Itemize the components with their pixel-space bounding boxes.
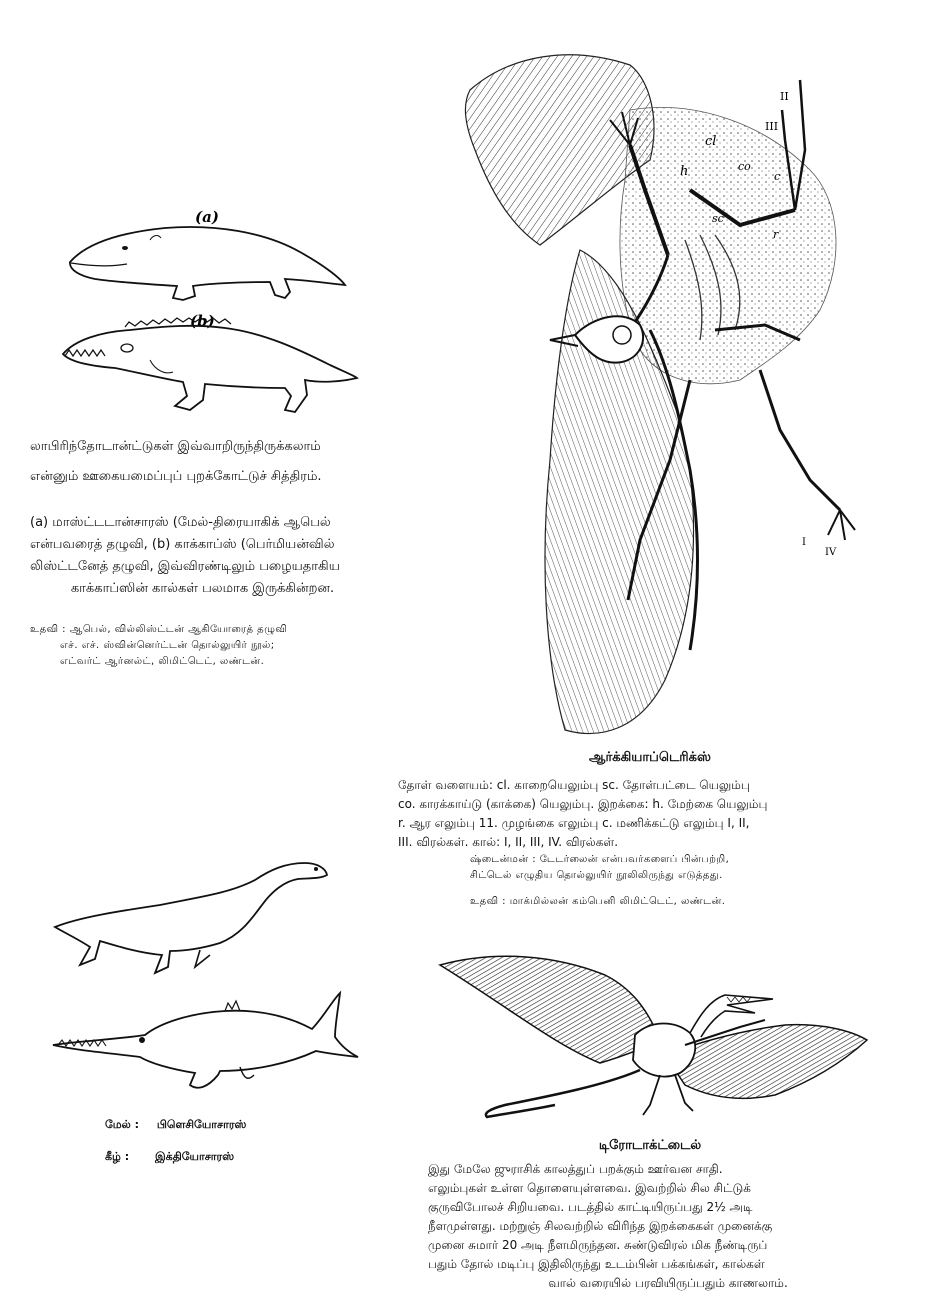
archaeopteryx-title: ஆர்க்கியாப்டெரிக்ஸ் xyxy=(589,750,711,765)
archaeopteryx-desc-line4: III. விரல்கள். கால்: I, II, III, IV. விரல்கள். xyxy=(398,835,619,849)
label-iii: III xyxy=(765,120,779,133)
label-co: co xyxy=(738,160,751,173)
labyrinthodont-caption xyxy=(30,436,375,488)
pterodactyl-figure xyxy=(435,945,870,1125)
plesiosaurus-drawing xyxy=(50,855,335,980)
ichthyosaurus-figure xyxy=(50,985,360,1095)
marine-caption-lower xyxy=(105,1150,365,1165)
archaeopteryx-desc-line3: r. ஆர எலும்பு 11. முழங்கை எலும்பு c. மணிக்கட்டு எலும்பு I, II, xyxy=(398,816,750,830)
archaeopteryx-desc-line2: co. காரக்காய்டு (காக்கை) யெலும்பு. இறக்கை: h. மேற்கை யெலும்பு xyxy=(398,797,768,811)
pterodactyl-desc-line5: முனை சுமார் 20 அடி நீளமிருந்தன. சுண்டுவிரல் மிக நீண்டிருப் xyxy=(428,1238,768,1252)
label-sc: sc xyxy=(712,212,724,225)
label-b: (b) xyxy=(190,312,215,330)
labyrinthodont-desc-line1: (a) மாஸ்ட்டடான்சாரஸ் (மேல்-திரையாகிக் ஆபெல் xyxy=(30,515,331,530)
pterodactyl-title: டிரோடாக்ட்டைல் xyxy=(598,1138,702,1153)
label-iv: IV xyxy=(825,547,837,558)
archaeopteryx-drawing xyxy=(400,40,895,740)
plesiosaurus-figure xyxy=(50,855,335,980)
label-ii: II xyxy=(780,90,789,103)
archaeopteryx-credit-line1: ஷ்டைன்மன் : டேடர்லைன் என்பவர்களைப் பின்பற்றி, xyxy=(470,854,730,865)
labyrinthodont-drawing xyxy=(55,200,360,430)
label-a: (a) xyxy=(195,208,219,226)
pterodactyl-desc-line2: எலும்புகள் உள்ள தொளையுள்ளவை. இவற்றில் சில சிட்டுக் xyxy=(428,1181,751,1195)
labyrinthodont-caption-line1: லாபிரிந்தோடான்ட்டுகள் இவ்வாறிருந்திருக்கலாம் xyxy=(30,439,321,454)
labyrinthodont-credit-line2: எச். எச். ஸ்வின்னெர்ட்டன் தொல்லுயிர் நூல்; xyxy=(60,640,275,651)
marine-lower-name: இக்தியோசாரஸ் xyxy=(154,1150,235,1163)
ichthyosaurus-drawing xyxy=(50,985,360,1095)
label-cl: cl xyxy=(705,134,717,149)
pterodactyl-desc-line1: இது மேலே ஜுராசிக் காலத்துப் பறக்கும் ஊர்வன சாதி. xyxy=(428,1162,723,1176)
marine-upper-prefix: மேல் : xyxy=(105,1118,140,1131)
archaeopteryx-desc-line1: தோள் வளையம்: cl. காறையெலும்பு sc. தோள்பட்டை யெலும்பு xyxy=(398,778,750,792)
marine-upper-name: பிளெசியோசாரஸ் xyxy=(156,1118,247,1131)
pterodactyl-drawing xyxy=(435,945,870,1125)
pterodactyl-desc-line3: குருவிபோலச் சிறியவை. படத்தில் காட்டியிருப்பது 2½ அடி xyxy=(428,1200,753,1214)
label-r: r xyxy=(773,228,779,241)
labyrinthodont-credit-line1: உதவி : ஆபெல், வில்லிஸ்ட்டன் ஆகியோரைத் தழுவி xyxy=(30,624,288,635)
archaeopteryx-figure xyxy=(400,40,895,740)
labyrinthodont-desc-line3: லிஸ்ட்டனேத் தழுவி, இவ்விரண்டிலும் பழையதாகிய xyxy=(30,559,340,574)
archaeopteryx-credit-line3: உதவி : மாக்மில்லன் கம்பெனி லிமிட்டெட், லண்டன். xyxy=(470,896,726,907)
labyrinthodont-credit xyxy=(30,622,380,670)
labyrinthodont-desc-line4: காக்காப்ஸின் கால்கள் பலமாக இருக்கின்றன. xyxy=(70,581,335,596)
labyrinthodont-credit-line3: எட்வர்ட் ஆர்னல்ட், லிமிட்டெட், லண்டன். xyxy=(60,656,265,667)
labyrinthodont-caption-line2: என்னும் ஊகையமைப்புப் புறக்கோட்டுச் சித்திரம். xyxy=(30,469,322,484)
label-i: I xyxy=(802,537,806,548)
pterodactyl-desc-line6: பதும் தோல் மடிப்பு இதிலிருந்து உடம்பின் பக்கங்கள், கால்கள் xyxy=(428,1257,765,1271)
label-c: c xyxy=(774,170,781,183)
marine-caption-upper xyxy=(105,1118,365,1133)
pterodactyl-desc-line4: நீளமுள்ளது. மற்றுஞ் சிலவற்றில் விரிந்த இறக்கைகள் முனைக்கு xyxy=(428,1219,773,1233)
archaeopteryx-credit-line2: சிட்டெல் எழுதிய தொல்லுயிர் நூலிலிருந்து எடுத்தது. xyxy=(470,870,723,881)
marine-lower-prefix: கீழ் : xyxy=(105,1150,130,1163)
label-h: h xyxy=(680,164,689,179)
labyrinthodont-figure xyxy=(55,200,360,430)
archaeopteryx-credit xyxy=(470,852,900,910)
pterodactyl-desc-line7: வால் வரையில் பரவியிருப்பதும் காணலாம். xyxy=(548,1276,788,1290)
labyrinthodont-desc-line2: என்பவரைத் தழுவி, (b) காக்காப்ஸ் (பெர்மியன்வில் xyxy=(30,537,335,552)
archaeopteryx-description xyxy=(398,776,908,852)
pterodactyl-description xyxy=(428,1160,908,1293)
labyrinthodont-description xyxy=(30,512,375,600)
